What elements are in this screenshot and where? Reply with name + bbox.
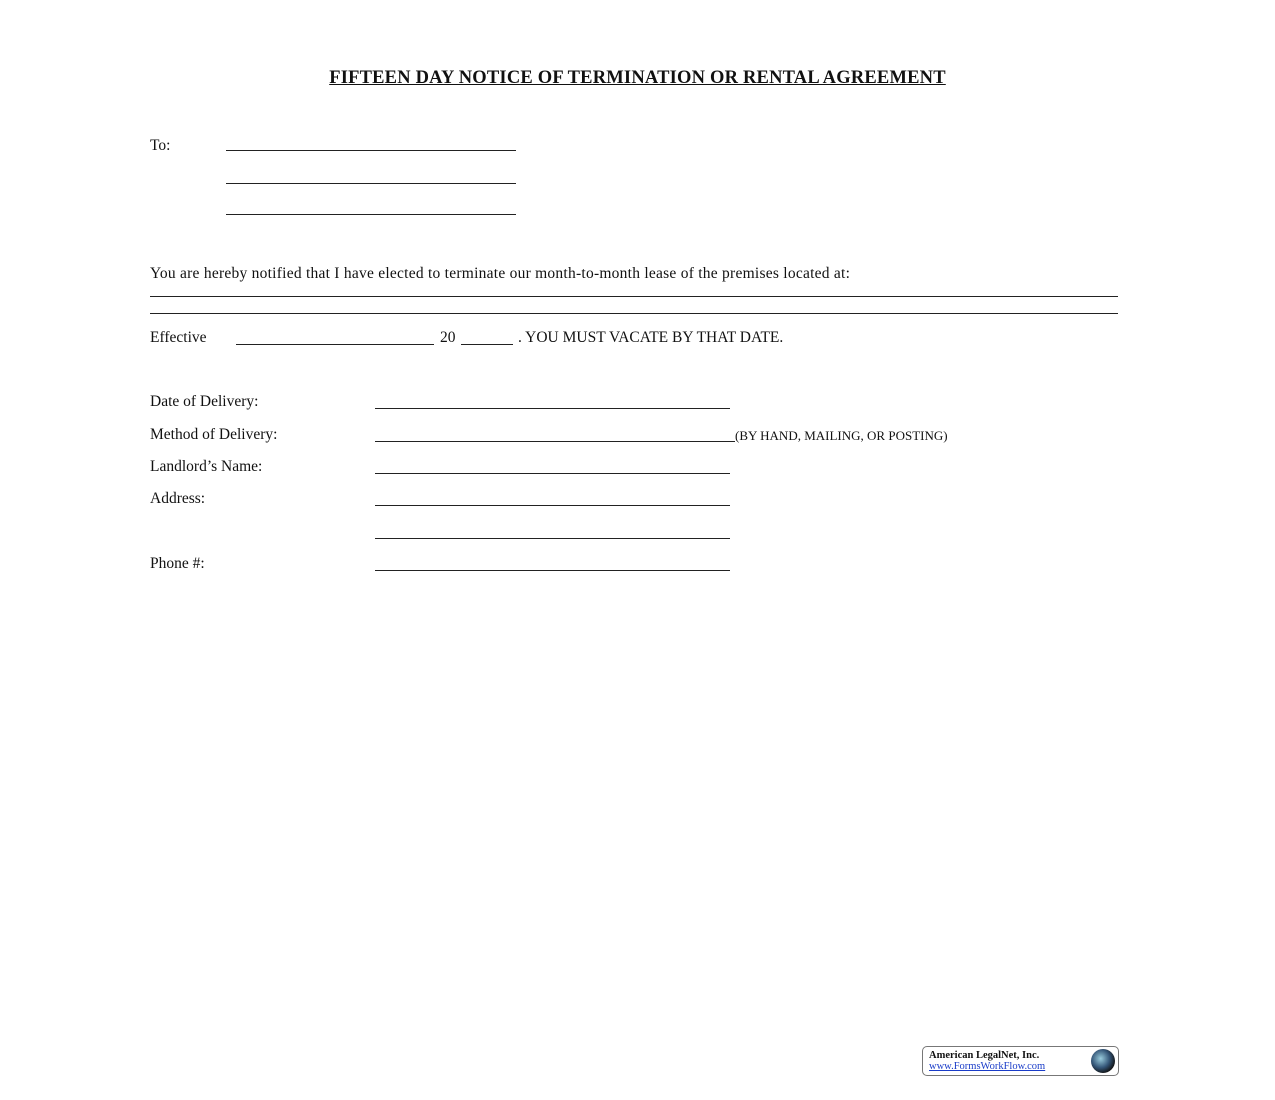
company-name: American LegalNet, Inc.: [929, 1050, 1040, 1061]
effective-date-field[interactable]: [236, 344, 434, 345]
to-line-2[interactable]: [226, 183, 516, 184]
year-prefix: 20: [440, 329, 456, 346]
address-field-1[interactable]: [375, 505, 730, 506]
document-title: FIFTEEN DAY NOTICE OF TERMINATION OR RENTAL AGREEMENT: [329, 68, 946, 88]
to-line-1[interactable]: [226, 150, 516, 151]
footer-logo: [922, 1046, 1119, 1076]
phone-label: Phone #:: [150, 555, 205, 572]
effective-label: Effective: [150, 329, 207, 346]
address-field-2[interactable]: [375, 538, 730, 539]
landlord-name-field[interactable]: [375, 473, 730, 474]
to-label: To:: [150, 137, 171, 154]
method-note: (BY HAND, MAILING, OR POSTING): [735, 428, 948, 443]
landlord-name-label: Landlord’s Name:: [150, 458, 263, 475]
vacate-text: . YOU MUST VACATE BY THAT DATE.: [518, 329, 784, 346]
premises-line-1[interactable]: [150, 296, 1118, 297]
globe-icon: [1091, 1049, 1115, 1073]
method-of-delivery-label: Method of Delivery:: [150, 426, 278, 443]
year-field[interactable]: [461, 344, 513, 345]
date-of-delivery-field[interactable]: [375, 408, 730, 409]
phone-field[interactable]: [375, 570, 730, 571]
premises-line-2[interactable]: [150, 313, 1118, 314]
company-link[interactable]: www.FormsWorkFlow.com: [929, 1061, 1046, 1072]
address-label: Address:: [150, 490, 206, 507]
date-of-delivery-label: Date of Delivery:: [150, 393, 259, 410]
to-line-3[interactable]: [226, 214, 516, 215]
notice-text: You are hereby notified that I have elected to terminate our month-to-month lease of the premises located at:: [150, 265, 851, 282]
method-of-delivery-field[interactable]: [375, 441, 735, 442]
